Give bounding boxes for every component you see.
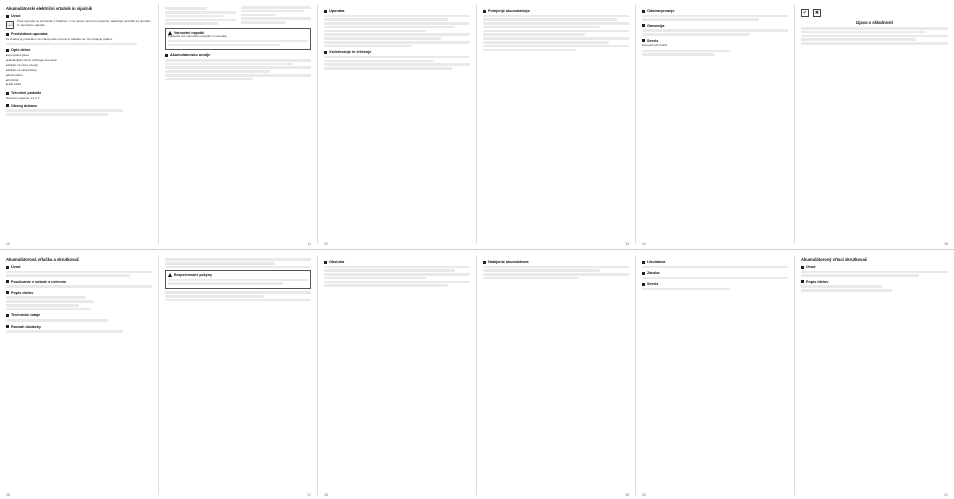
cover-title: Izjava o skladnosti (855, 20, 893, 25)
top-page-1 (0, 0, 158, 248)
section-marker-icon (6, 266, 9, 269)
use-text: Ta izdelek je predviden za vrtanje lesa, kovine in plastike ter za privijanje vijakov. (6, 36, 113, 41)
bottom-sheet (0, 251, 954, 499)
ce-mark-icon: ✔ (802, 10, 808, 16)
section-marker-icon (801, 266, 804, 269)
section-marker-icon (6, 291, 9, 294)
section-heading: Tehnični podatki (6, 91, 152, 95)
list-item: ■ Nastavljalni obroč vrtilnega momenta (6, 59, 152, 64)
section-heading: Vzdrževanje in čiščenje (324, 50, 470, 54)
warning-box: Bezpečnostné pokyny (165, 270, 311, 289)
bottom-page-1 (0, 251, 158, 499)
bin-icon: ✖ (814, 10, 820, 16)
parts-list (6, 54, 152, 88)
section-heading: Akumulatorsko orodje (165, 53, 311, 57)
section-marker-icon (801, 280, 804, 283)
list-item: ■ LED lučka (6, 83, 152, 88)
bottom-page-4 (477, 251, 635, 499)
section-marker-icon (642, 39, 645, 42)
section-heading: Popis dielov (6, 291, 152, 295)
page-number: 13 (625, 242, 629, 246)
section-heading: Odstranjevanje (642, 9, 788, 13)
page-number: 16 (6, 493, 10, 497)
page-number: 20 (642, 493, 646, 497)
section-heading: Technické údaje (6, 313, 152, 317)
top-page-4 (477, 0, 635, 248)
page-number: 15 (944, 242, 948, 246)
page-number: 18 (324, 493, 328, 497)
section-marker-icon (642, 10, 645, 13)
section-heading: Používanie v súlade s určením (6, 280, 152, 284)
section-heading: Rozsah dodávky (6, 325, 152, 329)
section-marker-icon (642, 261, 645, 264)
section-heading: Obseg dobave (6, 104, 152, 108)
bottom-page-2 (159, 251, 317, 499)
top-page-5 (636, 0, 794, 248)
section-marker-icon (6, 104, 9, 107)
section-marker-icon (642, 283, 645, 286)
section-heading: Úvod (6, 265, 152, 269)
section-marker-icon (165, 54, 168, 57)
section-heading: Likvidácia (642, 260, 788, 264)
intro-text: Pred uporabo se seznanite z izdelkom. V ta namen pozorno preberite naslednja navodila za uporabo in varnostne napotke. (17, 19, 151, 27)
section-heading: Servis (642, 282, 788, 286)
section-heading: Nabíjanie akumulátora (483, 260, 629, 264)
section-marker-icon (483, 261, 486, 264)
top-sheet (0, 0, 954, 248)
page-number: 19 (625, 493, 629, 497)
section-heading: Predvidena uporaba (6, 32, 152, 36)
section-heading: Popis dielov (801, 280, 948, 284)
page-number: 17 (307, 493, 311, 497)
section-marker-icon (6, 49, 9, 52)
list-item: ■ Vpenjalna glava (6, 54, 152, 59)
page-number: 10 (6, 242, 10, 246)
list-item: ■ Stikalo za vklop/izklop (6, 69, 152, 74)
list-item: ■ Stikalo za smer vrtenja (6, 64, 152, 69)
bottom-page-5 (636, 251, 794, 499)
page-number: 12 (324, 242, 328, 246)
section-marker-icon (6, 280, 9, 283)
list-item: ■ Akumulator (6, 74, 152, 79)
section-heading: Garancija (642, 24, 788, 28)
book-icon: 📖 (7, 21, 14, 28)
section-heading: Polnjenje akumulatorja (483, 9, 629, 13)
top-page-2 (159, 0, 317, 248)
page-title: Akumulátorový vŕtací skrutkovač (801, 257, 868, 262)
section-heading: Úvod (801, 265, 948, 269)
section-marker-icon (6, 92, 9, 95)
section-marker-icon (324, 51, 327, 54)
warning-text: Preberite vse varnostne napotke in navodila. (168, 33, 228, 38)
warning-icon (168, 273, 172, 277)
list-item: ■ Polnilnik (6, 79, 152, 84)
section-heading: Uporaba (324, 9, 470, 13)
section-marker-icon (6, 325, 9, 328)
service-text: Kompernaß GmbH (642, 43, 668, 48)
section-heading: Obsluha (324, 260, 470, 264)
section-marker-icon (483, 10, 486, 13)
section-marker-icon (642, 272, 645, 275)
tech-text: Nazivna napetost: 14,4 V (6, 95, 40, 100)
section-marker-icon (6, 314, 9, 317)
fold-line (0, 249, 954, 250)
page-number: 21 (944, 493, 948, 497)
page-title: Akumulátorová vŕtačka a skrutkovač (6, 257, 80, 262)
page-number: 11 (307, 242, 311, 246)
page-number: 14 (642, 242, 646, 246)
section-heading: Záruka (642, 271, 788, 275)
symbol-row (6, 20, 152, 29)
warning-box: Varnostni napotki Preberite vse varnostne napotke in navodila. (165, 28, 311, 51)
top-page-6 (795, 0, 954, 248)
section-marker-icon (6, 15, 9, 18)
section-heading: Opis delov (6, 48, 152, 52)
section-marker-icon (324, 10, 327, 13)
section-marker-icon (642, 24, 645, 27)
section-marker-icon (324, 261, 327, 264)
bottom-page-6 (795, 251, 954, 499)
bottom-page-3 (318, 251, 476, 499)
section-marker-icon (6, 33, 9, 36)
section-heading: Servis (642, 39, 788, 43)
page-title: Akumulátorski električni vrtalnik in vijačnik (6, 6, 93, 11)
top-page-3 (318, 0, 476, 248)
section-heading: Uvod (6, 14, 152, 18)
